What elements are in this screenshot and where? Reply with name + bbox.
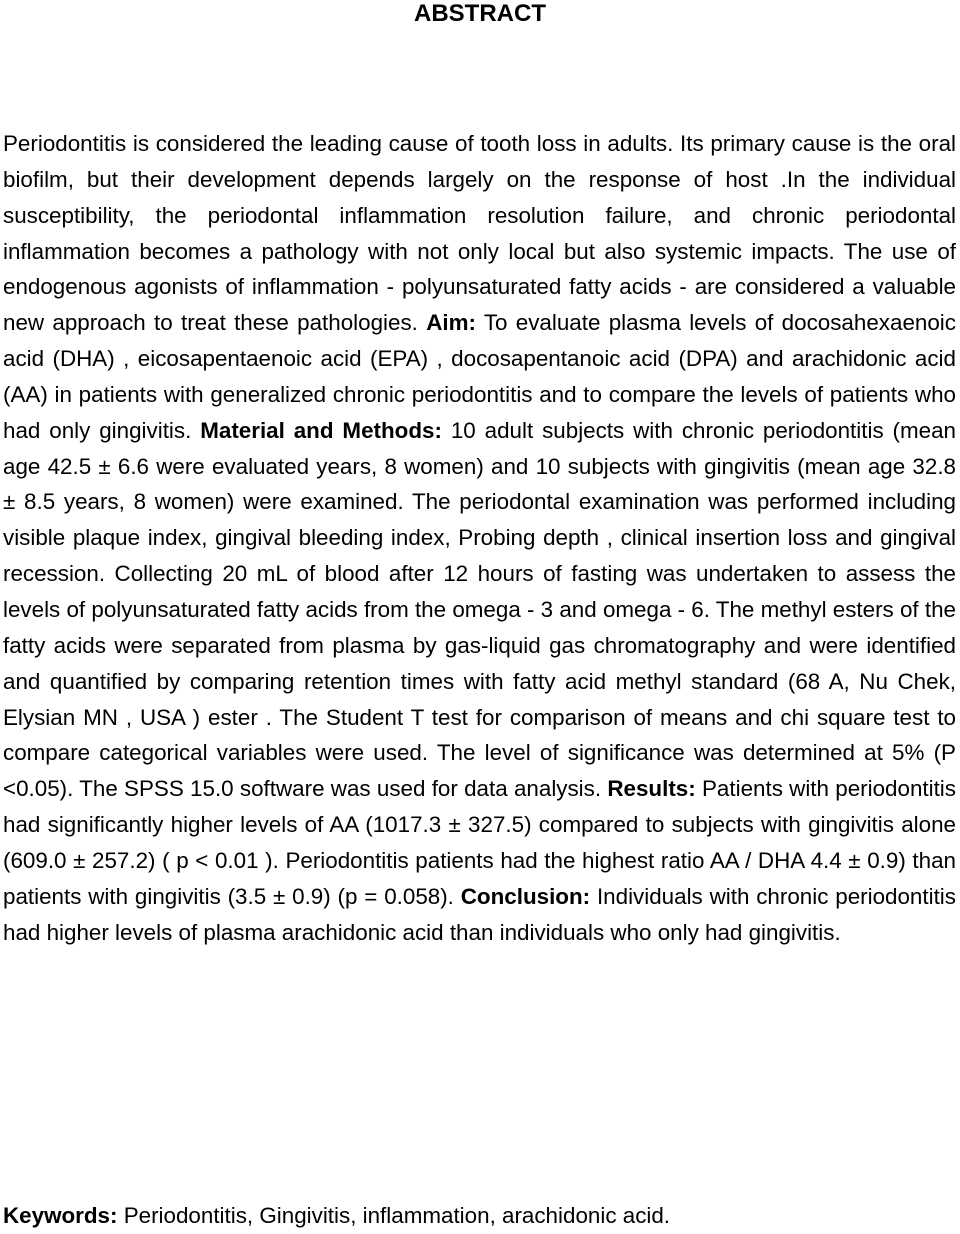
conclusion-label: Conclusion: (460, 883, 591, 909)
aim-text: To evaluate plasma levels of docosahexaenoic acid (DHA) , eicosapentaenoic acid (EPA) , docosapentanoic acid (DPA) and arachidonic acid (AA) in patients with generalized chronic periodontitis and to compare the levels of patients who had only gingivitis. (3, 310, 956, 443)
methods-label: Material and Methods: (200, 417, 442, 443)
keywords-text: Periodontitis, Gingivitis, inflammation, arachidonic acid. (123, 1203, 671, 1228)
results-text: Patients with periodontitis had significantly higher levels of AA (1017.3 ± 327.5) compared to subjects with gingivitis alone (609.0 ± 257.2) ( p < 0.01 ). Periodontitis patients had the highest ratio AA / DHA 4.4 ± 0.9) than patients with gingivitis (3.5 ± 0.9) (p = 0.058). (3, 776, 956, 909)
keywords-line (3, 1198, 956, 1234)
aim-label: Aim: (426, 310, 476, 336)
methods-text: 10 adult subjects with chronic periodontitis (mean age 42.5 ± 6.6 were evaluated years, 8 women) and 10 subjects with gingivitis (mean age 32.8 ± 8.5 years, 8 women) were examined. The periodontal examination was performed including visible plaque index, gingival bleeding index, Probing depth , clinical insertion loss and gingival recession. Collecting 20 mL of blood after 12 hours of fasting was undertaken to assess the levels of polyunsaturated fatty acids from the omega - 3 and omega - 6. The methyl esters of the fatty acids were separated from plasma by gas-liquid gas chromatography and were identified and quantified by comparing retention times with fatty acid methyl standard (68 A, Nu Chek, Elysian MN , USA ) ester . The Student T test for comparison of means and chi square test to compare categorical variables were used. The level of significance was determined at 5% (P <0.05). The SPSS 15.0 software was used for data analysis. (3, 417, 956, 802)
conclusion-text: Individuals with chronic periodontitis had higher levels of plasma arachidonic acid than individuals who only had gingivitis. (3, 883, 956, 945)
results-label: Results: (607, 776, 696, 802)
intro-text: Periodontitis is considered the leading cause of tooth loss in adults. Its primary cause is the oral biofilm, but their development depends largely on the response of host .In the individual susceptibility, the periodontal inflammation resolution failure, and chronic periodontal inflammation becomes a pathology with not only local but also systemic impacts. The use of endogenous agonists of inflammation - polyunsaturated fatty acids - are considered a valuable new approach to treat these pathologies. (3, 131, 956, 336)
abstract-heading: ABSTRACT (414, 0, 546, 27)
keywords-label: Keywords: (3, 1203, 118, 1228)
abstract-paragraph (3, 126, 956, 950)
